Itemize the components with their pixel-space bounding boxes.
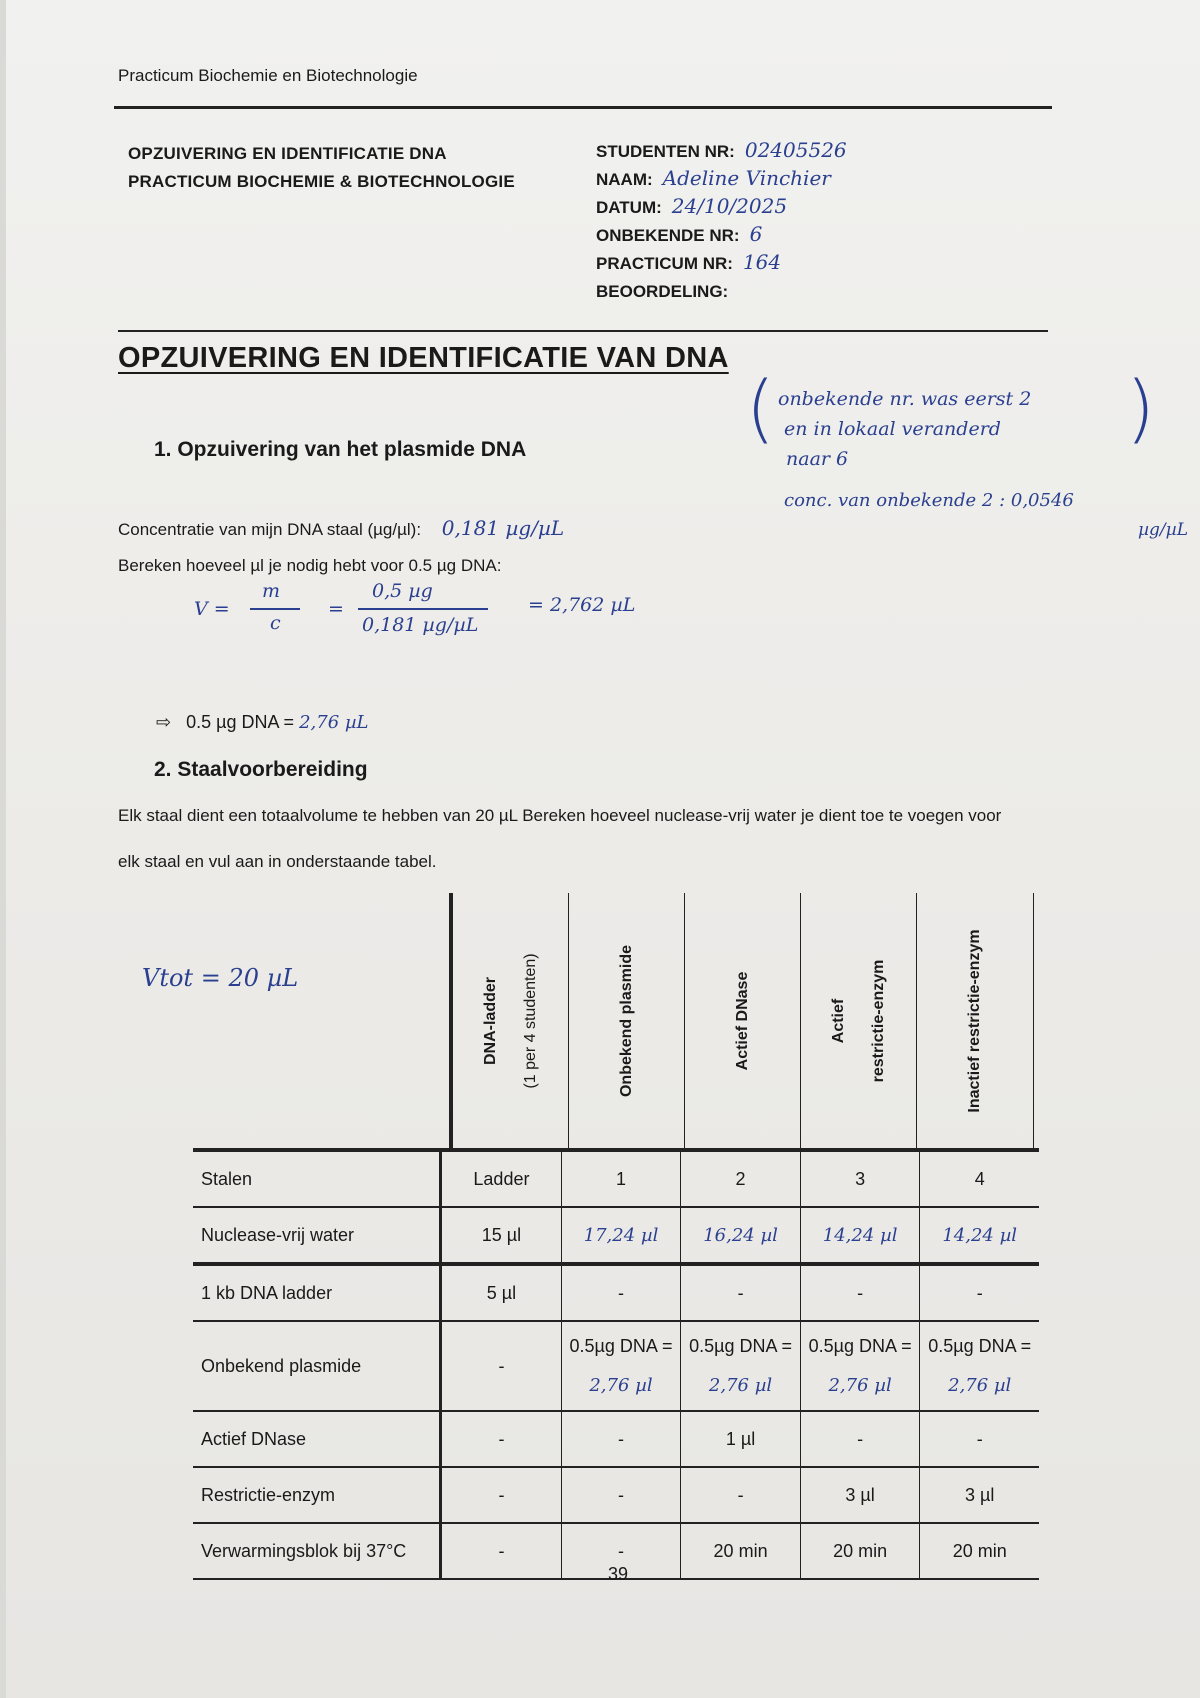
side-note-line2: en in lokaal veranderd — [784, 418, 1001, 440]
col-header-ladder: DNA-ladder (1 per 4 studenten) — [452, 893, 569, 1148]
header-rule — [114, 106, 1052, 109]
form-title-line2: PRACTICUM BIOCHEMIE & BIOTECHNOLOGIE — [128, 172, 515, 191]
table-row: Restrictie-enzym - - - 3 µl 3 µl — [193, 1467, 1039, 1523]
section2-text-line2: elk staal en vul aan in onderstaande tabel. — [118, 852, 437, 871]
field-practicum-nr: PRACTICUM NR: 164 — [596, 250, 782, 274]
concentration-line: Concentratie van mijn DNA staal (µg/µl): 0,181 µg/µL — [118, 516, 565, 540]
table-row: Actief DNase - - 1 µl - - — [193, 1411, 1039, 1467]
field-value: 164 — [742, 250, 782, 274]
form-header-left — [128, 140, 515, 196]
field-student-nr: STUDENTEN NR: 02405526 — [596, 138, 847, 162]
document-page — [6, 0, 1200, 1698]
side-note-line1: onbekende nr. was eerst 2 — [778, 388, 1032, 410]
field-value: Adeline Vinchier — [662, 166, 831, 190]
col-header-active-dnase: Actief DNase — [684, 893, 801, 1148]
side-note-line4: conc. van onbekende 2 : 0,0546 — [784, 490, 1074, 511]
field-unknown-nr: ONBEKENDE NR: 6 — [596, 222, 763, 246]
field-value: 6 — [749, 222, 763, 246]
volume-formula: V = m c = 0,5 µg 0,181 µg/µL = 2,762 µL — [194, 580, 636, 636]
table-row: Nuclease-vrij water 15 µl 17,24 µl 16,24 µl 14,24 µl 14,24 µl — [193, 1207, 1039, 1264]
sample-table — [193, 1148, 1039, 1580]
note-bracket-left: ( — [746, 366, 775, 452]
form-title-line1: OPZUIVERING EN IDENTIFICATIE DNA — [128, 144, 447, 163]
fraction-bar — [250, 608, 300, 610]
field-value: 24/10/2025 — [671, 194, 788, 218]
vtot-note: Vtot = 20 µL — [142, 964, 299, 992]
page-number: 39 — [608, 1564, 629, 1584]
field-date: DATUM: 24/10/2025 — [596, 194, 788, 218]
running-header: Practicum Biochemie en Biotechnologie — [118, 66, 418, 85]
table-row: Stalen Ladder 1 2 3 4 — [193, 1150, 1039, 1207]
result-value: 2,76 µL — [299, 712, 369, 733]
side-note-line3: naar 6 — [786, 448, 849, 470]
field-value: 02405526 — [744, 138, 847, 162]
field-grade: BEOORDELING: — [596, 282, 729, 301]
arrow-right-icon: ⇨ — [156, 712, 172, 732]
table-row: 1 kb DNA ladder 5 µl - - - - — [193, 1264, 1039, 1321]
header-divider — [449, 893, 452, 1148]
fraction-bar — [358, 608, 488, 610]
note-bracket-right: ) — [1126, 366, 1155, 452]
side-note-line5: µg/µL — [1138, 520, 1188, 540]
concentration-value: 0,181 µg/µL — [441, 516, 565, 540]
table-row: Onbekend plasmide - 0.5µg DNA = 2,76 µl 0.5µg DNA = 2,76 µl 0.5µg DNA = 2,76 µl 0.5µg DNA = 2,76 µl — [193, 1321, 1039, 1411]
section2-heading: 2. Staalvoorbereiding — [154, 758, 368, 781]
form-rule — [118, 330, 1048, 332]
form-fields — [596, 136, 847, 304]
section2-text-line1: Elk staal dient een totaalvolume te hebben van 20 µL Bereken hoeveel nuclease-vrij water je dient toe te voegen voor — [118, 806, 1002, 825]
col-header-inactive-restriction: Inactief restrictie-enzym — [916, 893, 1034, 1148]
table-row: Verwarmingsblok bij 37°C - - 20 min 20 min 20 min — [193, 1523, 1039, 1579]
result-line: ⇨ 0.5 µg DNA = 2,76 µL — [156, 712, 369, 733]
field-name: NAAM: Adeline Vinchier — [596, 166, 831, 190]
calc-instruction: Bereken hoeveel µl je nodig hebt voor 0.5 µg DNA: — [118, 556, 502, 575]
page-title: OPZUIVERING EN IDENTIFICATIE VAN DNA — [118, 342, 729, 374]
col-header-active-restriction: Actief restrictie-enzym — [800, 893, 917, 1148]
col-header-unknown-plasmid: Onbekend plasmide — [568, 893, 685, 1148]
section1-heading: 1. Opzuivering van het plasmide DNA — [154, 438, 527, 461]
